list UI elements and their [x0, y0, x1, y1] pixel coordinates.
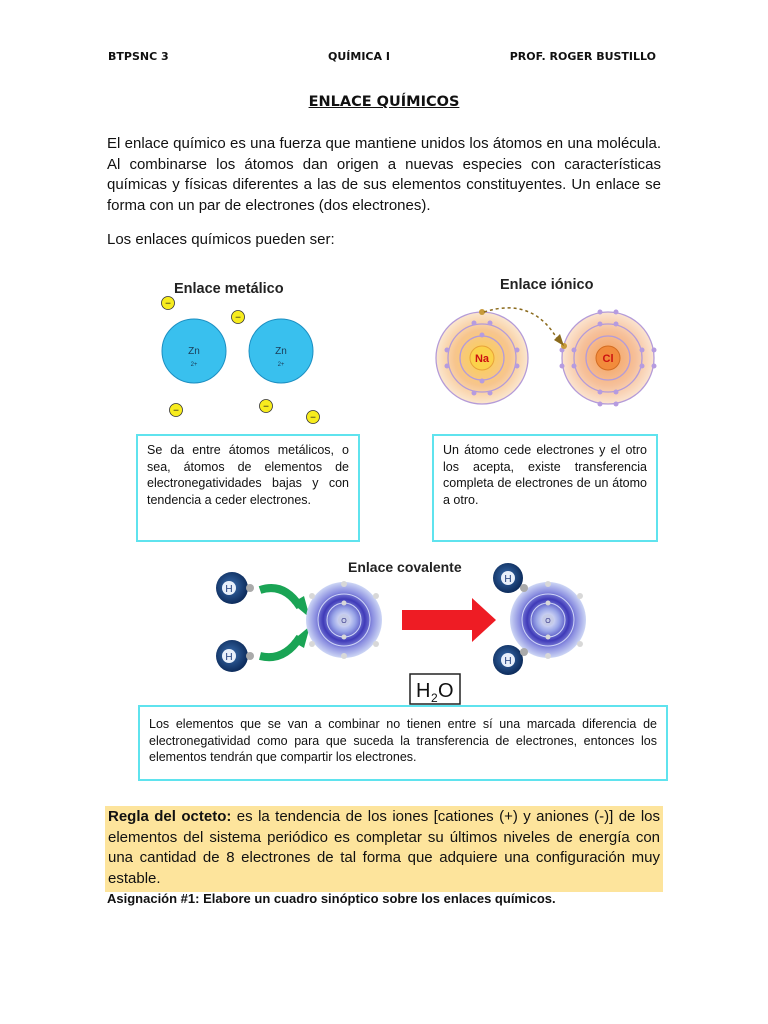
transfer-arrowhead: [554, 334, 564, 346]
water-molecule: [493, 563, 586, 675]
svg-text:H: H: [225, 584, 233, 595]
header-course: BTPSNC 3: [108, 50, 169, 63]
svg-text:H: H: [504, 656, 512, 667]
ionic-description-box: Un átomo cede electrones y el otro los acepta, existe transferencia completa de electrones de un átomo a otro.: [432, 434, 658, 542]
svg-text:H: H: [416, 680, 431, 702]
svg-text:−: −: [235, 312, 241, 324]
zn-atom-right: [249, 319, 313, 383]
bond-types-figure: [104, 262, 670, 792]
header-subject: QUÍMICA I: [328, 50, 390, 63]
svg-text:−: −: [173, 405, 179, 417]
page-header: [108, 50, 660, 66]
ionic-title: Enlace iónico: [500, 277, 594, 293]
h2o-formula: [410, 674, 460, 705]
octet-rule-paragraph: [105, 806, 663, 892]
cl-symbol: Cl: [602, 353, 614, 365]
zn-symbol: Zn: [275, 346, 287, 357]
hydrogen-atom-top-left: [216, 572, 254, 604]
zn-atom-left: [162, 319, 226, 383]
hydrogen-atom-bottom-left: [216, 640, 254, 672]
svg-text:O: O: [438, 680, 454, 702]
svg-text:O: O: [341, 618, 347, 625]
zn-symbol: Zn: [188, 346, 200, 357]
intro-subtitle: Los enlaces químicos pueden ser:: [107, 231, 335, 248]
intro-paragraph: El enlace químico es una fuerza que mantiene unidos los átomos en una molécula. Al combinarse los átomos dan origen a nuevas especies con características químicas y físicas diferentes a las de sus elementos constituyentes. Un enlace se forma con un par de electrones (dos electrones).: [107, 135, 661, 214]
svg-text:H: H: [504, 574, 512, 585]
octet-rule-label: Regla del octeto:: [108, 808, 232, 825]
zn-charge: 2+: [190, 362, 198, 368]
oxygen-atom-left: [306, 581, 382, 659]
assignment-text: Asignación #1: Elabore un cuadro sinóptico sobre los enlaces químicos.: [107, 891, 556, 906]
metal-description-box: Se da entre átomos metálicos, o sea, átomos de elementos de electronegatividades bajas y con tendencia a ceder electrones.: [136, 434, 360, 542]
svg-text:−: −: [263, 401, 269, 413]
red-reaction-arrow: [402, 598, 496, 642]
header-teacher: PROF. ROGER BUSTILLO: [509, 50, 656, 63]
page-title: ENLACE QUÍMICOS: [308, 94, 460, 110]
metal-title: Enlace metálico: [174, 281, 284, 297]
na-symbol: Na: [474, 353, 490, 365]
svg-text:H: H: [225, 652, 233, 663]
covalent-description-box: Los elementos que se van a combinar no tienen entre sí una marcada diferencia de electronegatividad como para que suceda la transferencia de electrones, entonces los elementos tendrán que compartir los electrones.: [138, 705, 668, 781]
zn-charge: 2+: [277, 362, 285, 368]
na-atom: [436, 309, 528, 404]
svg-text:−: −: [165, 298, 171, 310]
cl-atom: [560, 310, 657, 407]
covalent-title: Enlace covalente: [348, 559, 462, 575]
svg-text:−: −: [310, 412, 316, 424]
octet-rule-text: es la tendencia de los iones [cationes (+) y aniones (-)] de los elementos del sistema periódico es completar su últimos niveles de energía con una cantidad de 8 electrones de tal forma que adquiere una configuración muy estable.: [108, 808, 661, 887]
svg-text:2: 2: [431, 691, 438, 705]
svg-text:O: O: [545, 618, 551, 625]
